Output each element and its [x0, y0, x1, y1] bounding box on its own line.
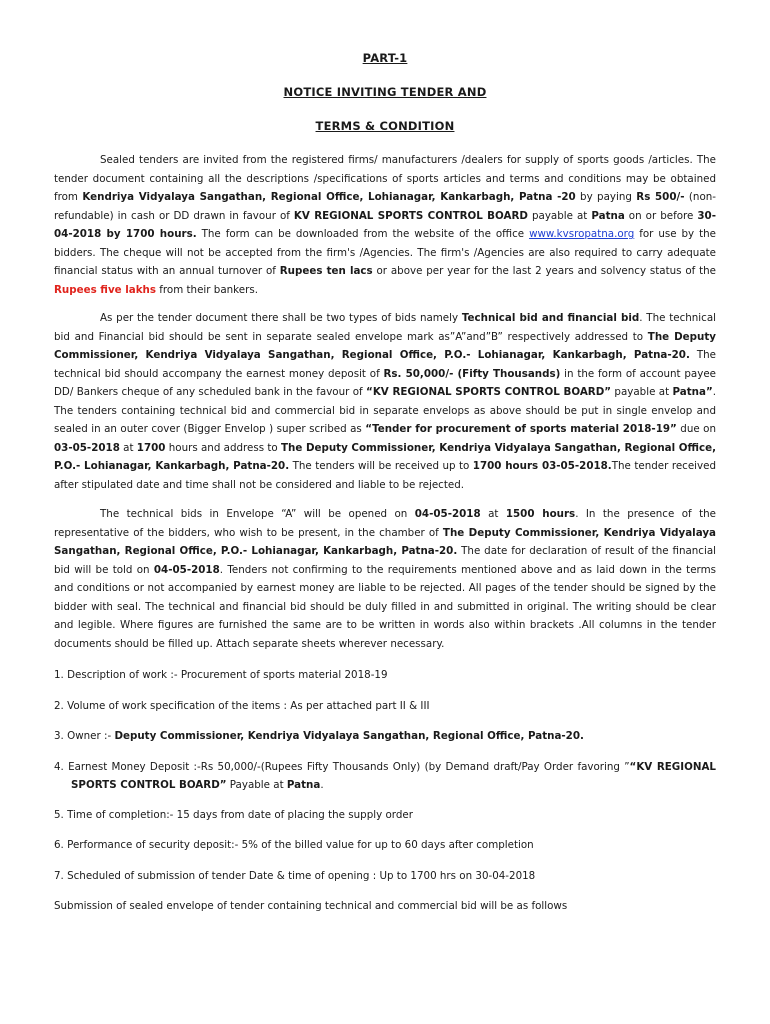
emd-text-end: . [320, 779, 324, 791]
terms-heading: TERMS & CONDITION [315, 119, 455, 133]
text-segment: The technical bid should accompany the earnest money deposit of [54, 349, 716, 380]
text-segment: The tender received after stipulated date and time shall not be considered and liable to be rejected. [54, 460, 716, 491]
text-segment: . The technical bid and Financial bid should be sent in separate sealed envelope mark as”A”and”B” respectively addressed to [54, 312, 716, 343]
bold-segment: Kendriya Vidyalaya Sangathan, Regional Office, Lohianagar, Kankarbagh, Patna -20 [82, 191, 576, 203]
bold-segment: KV REGIONAL SPORTS CONTROL BOARD [293, 209, 528, 222]
list-item-security-deposit: 6. Performance of security deposit:- 5% of the billed value for up to 60 days after completion [54, 839, 534, 851]
text-segment: The form can be downloaded from the website of the office [196, 228, 530, 240]
bold-segment: Patna [591, 209, 625, 222]
bold-segment: 1700 hours 03-05-2018. [472, 460, 612, 472]
text-segment: payable at [611, 386, 673, 398]
list-item-schedule: 7. Scheduled of submission of tender Date & time of opening : Up to 1700 hrs on 30-04-2018 [54, 869, 536, 882]
text-segment: or above per year for the last 2 years and solvency status of the [372, 265, 716, 277]
emd-payee: “KV REGIONAL SPORTS CONTROL BOARD” [71, 760, 716, 791]
list-item-description: 1. Description of work :- Procurement of sports material 2018-19 [54, 669, 388, 681]
bold-segment: The Deputy Commissioner, Kendriya Vidyalaya Sangathan, Regional Office, P.O.- Lohianagar, Kankarbagh, Patna-20. [54, 526, 716, 557]
emd-text: 4. Earnest Money Deposit :-Rs 50,000/-(Rupees Fifty Thousands Only) (by Demand draft/Pay Order favoring ” [54, 760, 630, 773]
paragraph-bid-opening [54, 505, 716, 653]
text-segment: at [480, 508, 506, 520]
text-segment: The tenders will be received up to [289, 460, 473, 472]
text-segment: As per the tender document there shall be two types of bids namely [100, 312, 462, 324]
bold-segment: Rupees ten lacs [279, 265, 373, 277]
tender-document-page [54, 50, 716, 916]
bold-segment: The Deputy Commissioner, Kendriya Vidyalaya Sangathan, Regional Office, P.O.- Lohianagar, Kankarbagh, Patna-20. [54, 330, 716, 361]
bold-segment: Rs. 50,000/- (Fifty Thousands) [383, 367, 561, 380]
text-segment: . The tenders containing technical bid and commercial bid in separate envelops as above should be put in single envelop and sealed in an outer cover (Bigger Envelop ) super scribed as [54, 386, 716, 435]
list-item-completion: 5. Time of completion:- 15 days from date of placing the supply order [54, 808, 413, 821]
owner-label: 3. Owner :- [54, 730, 115, 742]
text-segment: in the form of account payee DD/ Bankers cheque of any scheduled bank in the favour of [54, 367, 716, 398]
website-link[interactable]: www.kvsropatna.org [529, 228, 635, 240]
text-segment: The date for declaration of result of the financial bid will be told on [54, 545, 716, 576]
bold-segment: 03-05-2018 [54, 441, 120, 454]
text-segment: due on [676, 423, 717, 435]
text-segment: from their bankers. [156, 283, 258, 296]
owner-value: Deputy Commissioner, Kendriya Vidyalaya Sangathan, Regional Office, Patna-20. [114, 730, 584, 742]
bold-segment: 30-04-2018 by 1700 hours. [54, 209, 716, 240]
text-segment: hours and address to [165, 441, 282, 454]
list-item-emd [54, 758, 716, 795]
list-item-owner [54, 727, 716, 746]
notice-heading: NOTICE INVITING TENDER AND [283, 85, 487, 99]
text-segment: at [119, 441, 137, 454]
text-segment: . In the presence of the representative of the bidders, who wish to be present, in the chamber of [54, 508, 716, 539]
bold-segment: Patna” [672, 386, 713, 398]
bold-segment: 04-05-2018 [153, 563, 220, 576]
text-segment: . Tenders not confirming to the requirements mentioned above and as laid down in the terms and conditions or not accompanied by earnest money are liable to be rejected. All pages of the tender should be signed by the bidder with seal. The technical and financial bid should be duly filled in and submitted in original. The writing should be clear and legible. Where figures are furnished the same are to be written in words also within brackets .All columns in the tender documents should be filled up. Attach separate sheets wherever necessary. [54, 563, 717, 650]
text-segment: by paying [575, 191, 637, 203]
bold-segment: 04-05-2018 [414, 508, 481, 520]
red-highlight-segment: Rupees five lakhs [54, 283, 157, 296]
bold-segment: The Deputy Commissioner, Kendriya Vidyalaya Sangathan, Regional Office, P.O.- Lohianagar, Kankarbagh, Patna-20. [54, 441, 716, 472]
bold-segment: “Tender for procurement of sports material 2018-19” [365, 423, 677, 435]
paragraph-tender-invitation [54, 151, 716, 299]
bold-segment: 1700 [136, 441, 166, 454]
text-segment: (non-refundable) in cash or DD drawn in favour of [54, 191, 716, 222]
bold-segment: Rs 500/- [636, 191, 685, 203]
text-segment: payable at [527, 209, 592, 222]
list-item-volume: 2. Volume of work specification of the items : As per attached part II & III [54, 699, 430, 712]
emd-text-mid: Payable at [226, 779, 287, 791]
bold-segment: “KV REGIONAL SPORTS CONTROL BOARD” [366, 386, 612, 398]
closing-statement: Submission of sealed envelope of tender containing technical and commercial bid will be as follows [54, 900, 568, 912]
part-heading: PART-1 [362, 51, 408, 65]
text-segment: The technical bids in Envelope “A” will be opened on [100, 508, 415, 520]
text-segment: on or before [624, 209, 698, 222]
emd-place: Patna [286, 779, 321, 791]
text-segment: for use by the bidders. The cheque will not be accepted from the firm's /Agencies. The firm's /Agencies are also required to carry adequate financial status with an annual turnover of [54, 228, 716, 277]
bold-segment: 1500 hours [505, 508, 576, 520]
paragraph-bid-types [54, 309, 716, 494]
bold-segment: Technical bid and financial bid [461, 312, 640, 324]
text-segment: Sealed tenders are invited from the registered firms/ manufacturers /dealers for supply of sports goods /articles. The tender document containing all the descriptions /specifications of sports articles and terms and conditions may be obtained from [54, 154, 716, 203]
